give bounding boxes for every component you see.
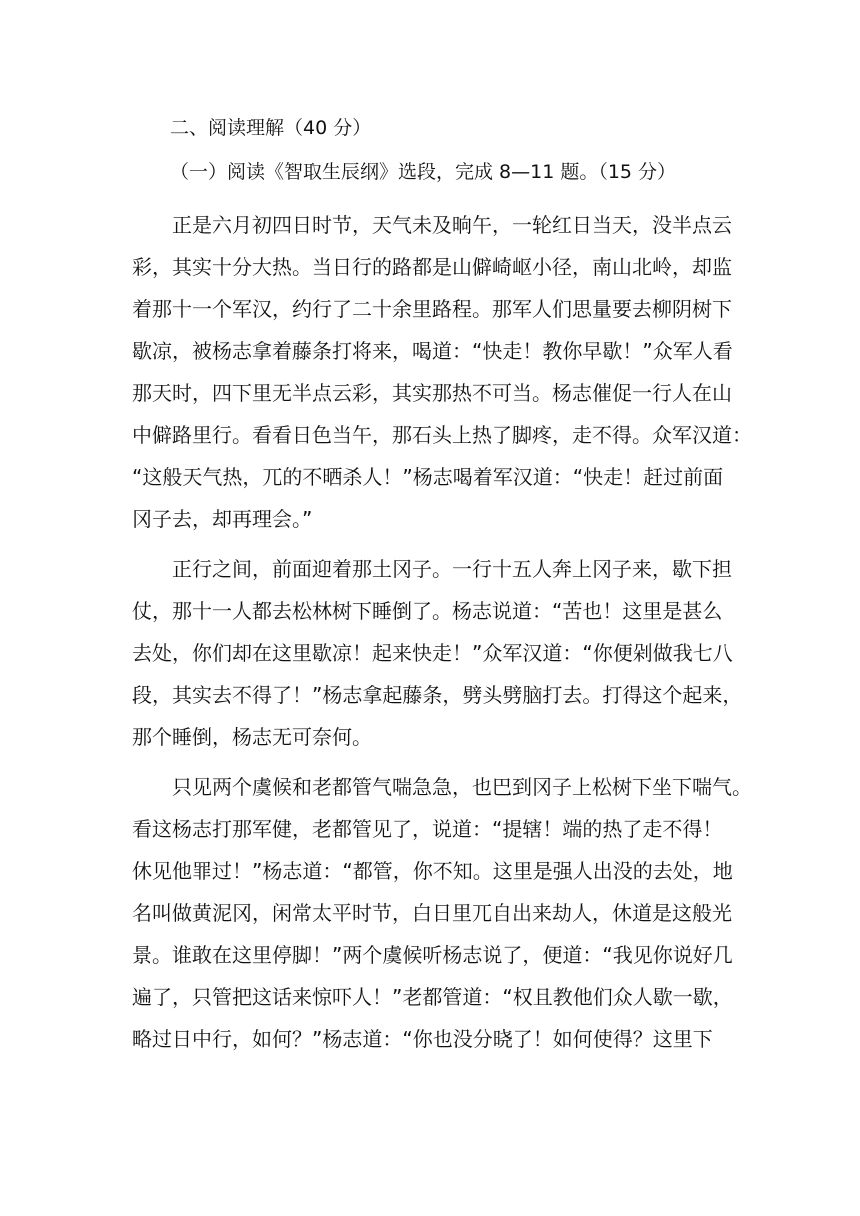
paragraph-spacer (132, 758, 732, 766)
text-line: 中僻路里行。看看日色当午，那石头上热了脚疼，走不得。众军汉道： (132, 423, 752, 447)
text-line: 休见他罪过！”杨志道：“都管，你不知。这里是强人出没的去处，地 (132, 859, 733, 883)
paragraph-spacer (132, 540, 732, 548)
text-line: 正行之间，前面迎着那土冈子。一行十五人奔上冈子来，歇下担 (132, 557, 732, 581)
text-line: 冈子去，却再理会。” (132, 507, 313, 531)
text-line: 那天时，四下里无半点云彩，其实那热不可当。杨志催促一行人在山 (132, 381, 732, 405)
text-line: 歇凉，被杨志拿着藤条打将来，喝道：“快走！教你早歇！”众军人看 (132, 339, 733, 363)
text-line: 看这杨志打那军健，老都管见了，说道：“提辖！端的热了走不得！ (132, 817, 723, 841)
text-line: “这般天气热，兀的不晒杀人！”杨志喝着军汉道：“快走！赶过前面 (132, 465, 724, 489)
text-line: 略过日中行，如何？”杨志道：“你也没分晓了！如何使得？这里下 (132, 1027, 713, 1051)
question-subtitle: （一）阅读《智取生辰纲》选段，完成 8—11 题。（15 分） (170, 161, 677, 183)
document-content (132, 110, 752, 1060)
paragraph-2 (132, 548, 743, 758)
text-line: 着那十一个军汉，约行了二十余里路程。那军人们思量要去柳阴树下 (132, 297, 732, 321)
paragraph-3 (132, 766, 752, 1060)
text-line: 名叫做黄泥冈，闲常太平时节，白日里兀自出来劫人，休道是这般光 (132, 901, 732, 925)
text-line: 景。谁敢在这里停脚！”两个虞候听杨志说了，便道：“我见你说好几 (132, 943, 733, 967)
text-line: 正是六月初四日时节，天气未及晌午，一轮红日当天，没半点云 (132, 213, 732, 237)
section-title: 二、阅读理解（40 分） (170, 117, 372, 139)
text-line: 只见两个虞候和老都管气喘急急，也巴到冈子上松树下坐下喘气。 (132, 775, 752, 799)
paragraph-1 (132, 204, 752, 540)
text-line: 遍了，只管把这话来惊吓人！”老都管道：“权且教他们众人歇一歇， (132, 985, 733, 1009)
text-line: 去处，你们却在这里歇凉！起来快走！”众军汉道：“你便剁做我七八 (132, 641, 733, 665)
text-line: 段，其实去不得了！”杨志拿起藤条，劈头劈脑打去。打得这个起来， (132, 683, 743, 707)
text-line: 仗，那十一人都去松林树下睡倒了。杨志说道：“苦也！这里是甚么 (132, 599, 723, 623)
text-line: 那个睡倒，杨志无可奈何。 (132, 725, 372, 749)
text-line: 彩，其实十分大热。当日行的路都是山僻崎岖小径，南山北岭，却监 (132, 255, 732, 279)
